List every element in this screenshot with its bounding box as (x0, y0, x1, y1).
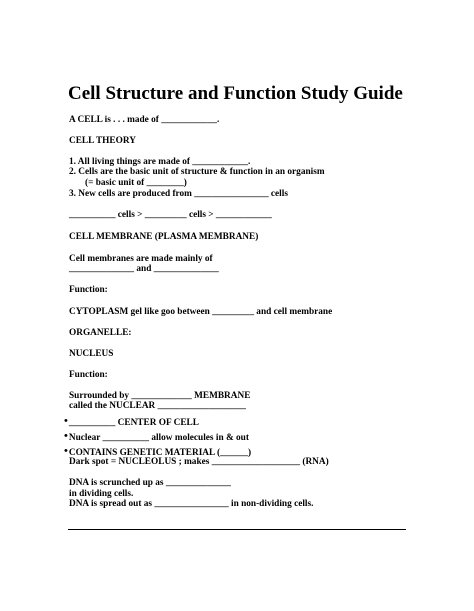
bottom-divider (68, 529, 406, 530)
bullet-nuclear-pores (64, 431, 249, 444)
nucleolus-line: Dark spot = NUCLEOLUS ; makes ___________________ (RNA) (69, 457, 329, 467)
bullet-text: Nuclear __________ allow molecules in & out (68, 433, 249, 443)
bullet-icon: • (64, 415, 68, 427)
cytoplasm-line: CYTOPLASM gel like goo between _________ and cell membrane (69, 307, 333, 317)
theory-item-2: 2. Cells are the basic unit of structure & function in an organism (69, 167, 325, 177)
theory-item-1: 1. All living things are made of ____________. (69, 157, 251, 167)
bullet-text: __________ CENTER OF CELL (68, 418, 199, 428)
page-title: Cell Structure and Function Study Guide (68, 83, 403, 104)
surrounded-line-2: called the NUCLEAR ___________________ (69, 401, 246, 411)
surrounded-line-1: Surrounded by _____________ MEMBRANE (69, 391, 251, 401)
function-label-1: Function: (69, 285, 108, 295)
membranes-made-line-1: Cell membranes are made mainly of (69, 254, 213, 264)
membranes-made-line-2: ______________ and ______________ (69, 264, 219, 274)
dna-line-3: DNA is spread out as ________________ in non-dividing cells. (69, 499, 314, 509)
bullet-icon: • (64, 445, 68, 457)
dna-line-1: DNA is scrunched up as ______________ (69, 478, 231, 488)
function-label-2: Function: (69, 370, 108, 380)
theory-item-3: 3. New cells are produced from ________________ cells (69, 189, 288, 199)
dna-line-2: in dividing cells. (69, 489, 134, 499)
bullet-icon: • (64, 430, 68, 442)
organelle-heading: ORGANELLE: (69, 328, 132, 338)
bullet-center-of-cell (64, 416, 199, 429)
cell-theory-heading: CELL THEORY (69, 136, 136, 146)
cell-made-of-line: A CELL is . . . made of ____________. (69, 115, 220, 125)
theory-item-2-detail: (= basic unit of ________) (85, 178, 187, 188)
bullet-text: CONTAINS GENETIC MATERIAL (______) (68, 448, 252, 458)
cell-membrane-heading: CELL MEMBRANE (PLASMA MEMBRANE) (69, 232, 259, 242)
nucleus-heading: NUCLEUS (69, 349, 114, 359)
cell-hierarchy-line: __________ cells > _________ cells > ____________ (69, 210, 272, 220)
